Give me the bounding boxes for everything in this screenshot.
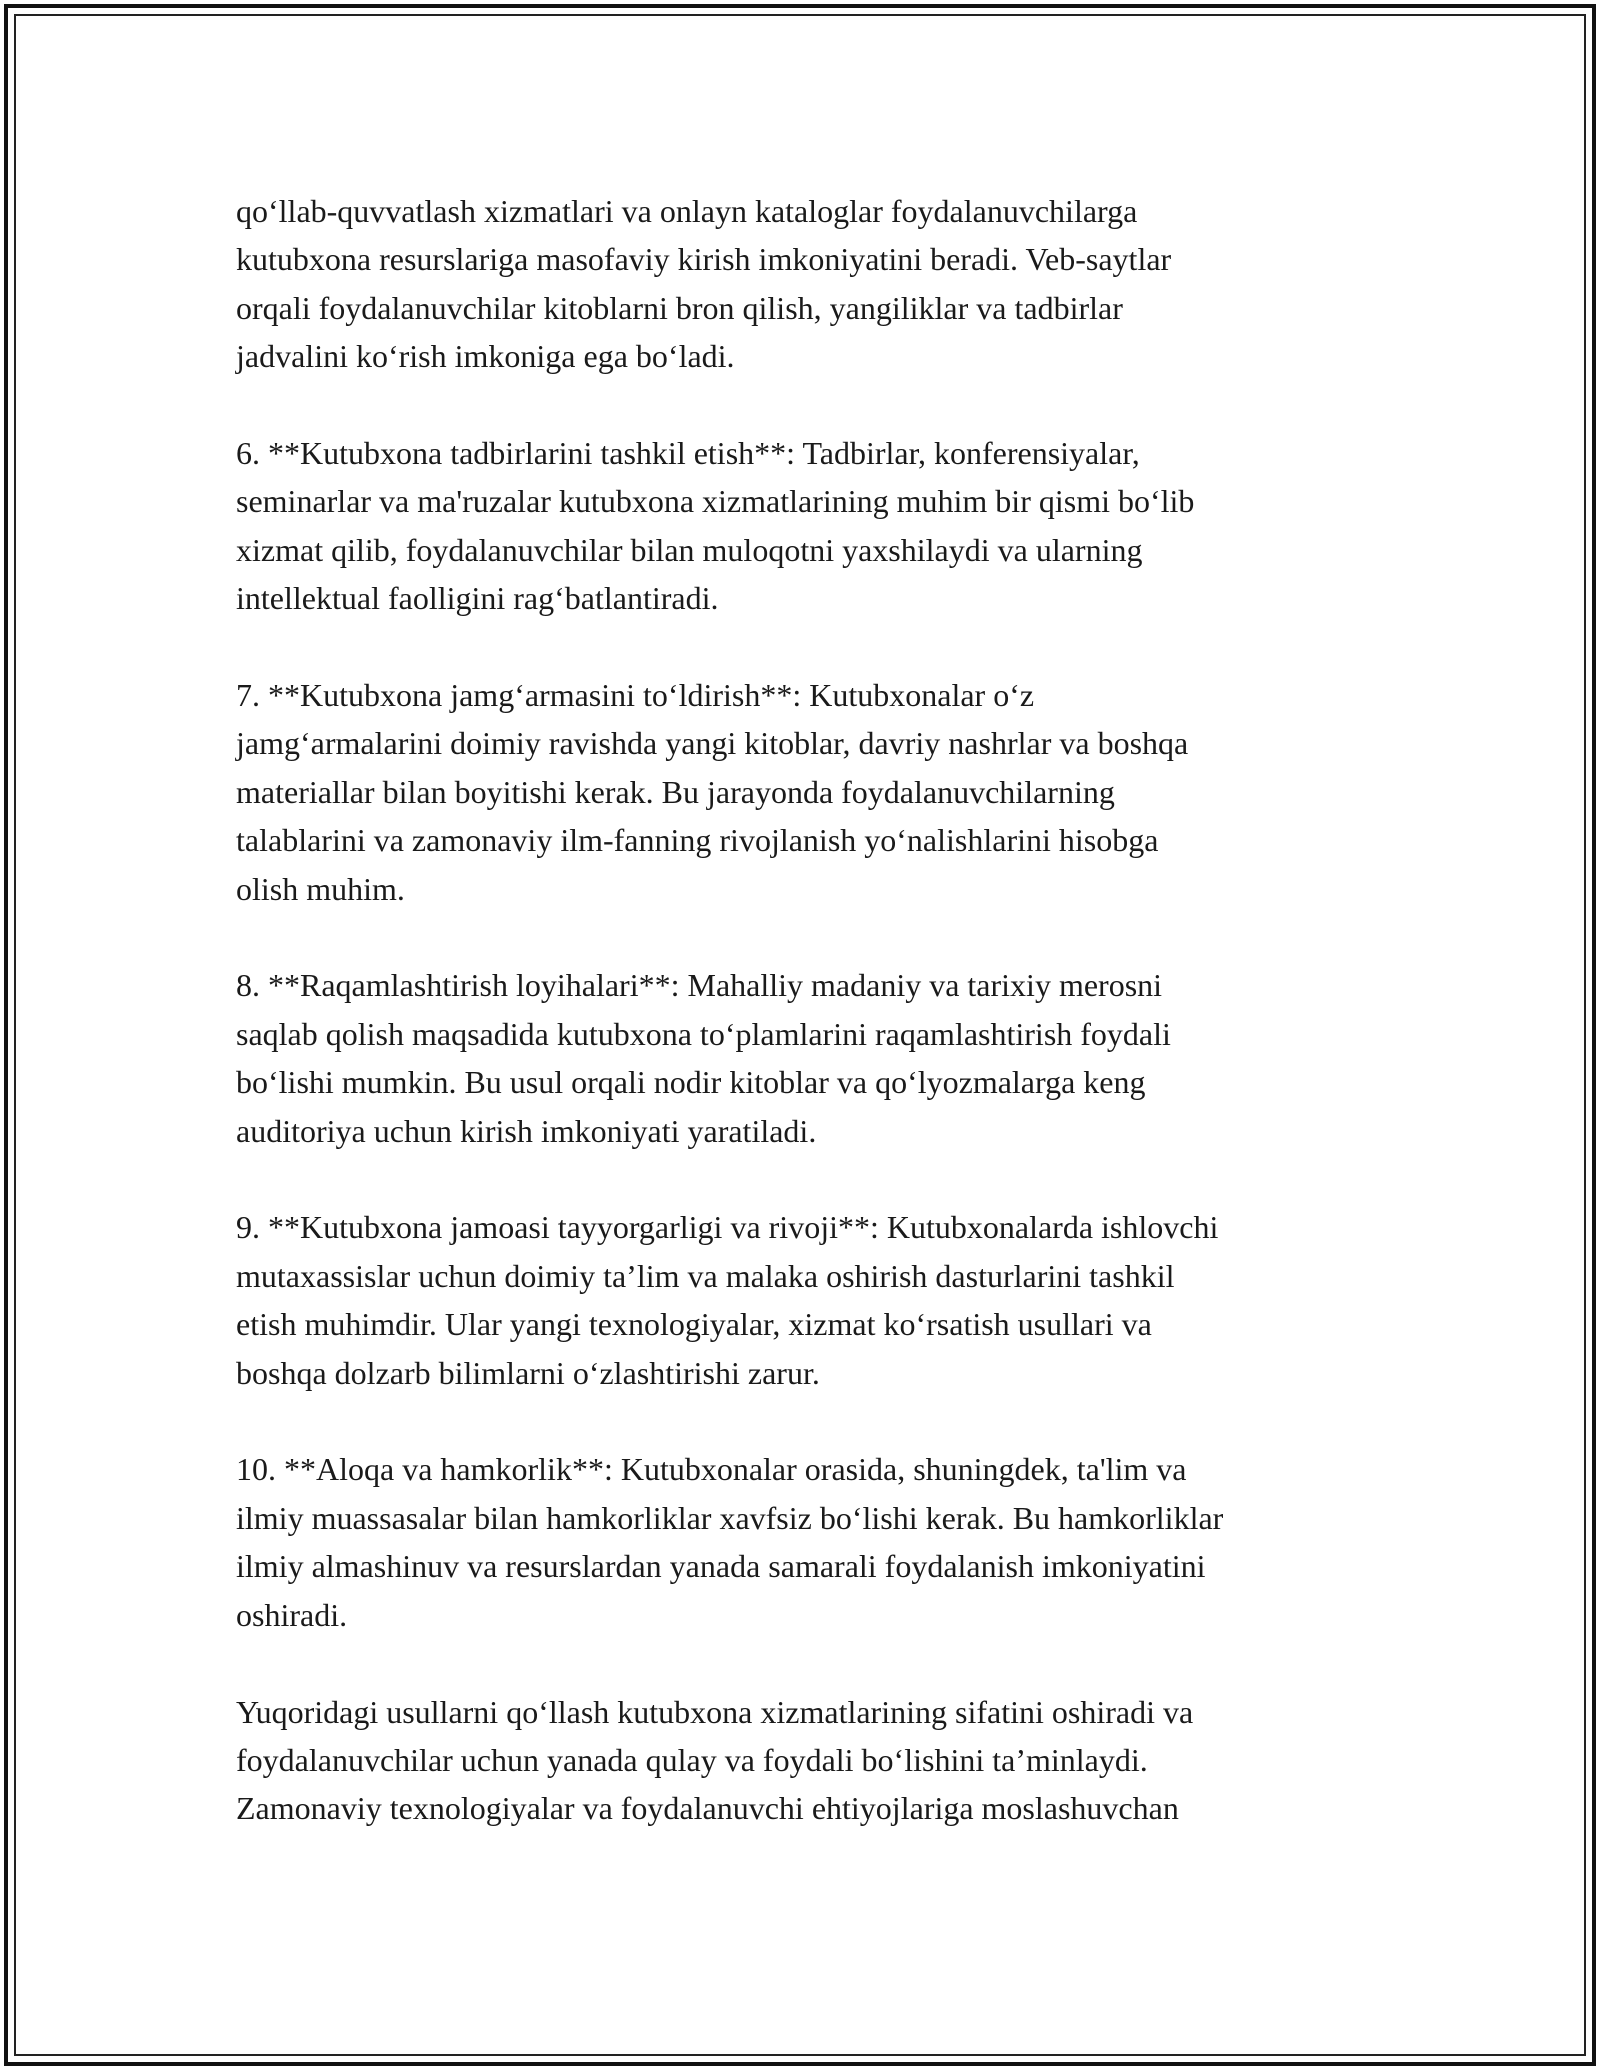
text-line: intellektual faolligini rag‘batlantiradi.: [236, 580, 719, 617]
text-line: olish muhim.: [236, 870, 405, 907]
text-line: ilmiy almashinuv va resurslardan yanada samarali foydalanish imkoniyatini: [236, 1548, 1206, 1585]
text-line: mutaxassislar uchun doimiy ta’lim va malaka oshirish dasturlarini tashkil: [236, 1257, 1175, 1294]
text-line: 9. **Kutubxona jamoasi tayyorgarligi va rivoji**: Kutubxonalarda ishlovchi: [236, 1209, 1219, 1246]
text-line: ilmiy muassasalar bilan hamkorliklar xavfsiz bo‘lishi kerak. Bu hamkorliklar: [236, 1499, 1224, 1536]
text-line: xizmat qilib, foydalanuvchilar bilan muloqotni yaxshilaydi va ularning: [236, 531, 1143, 568]
text-line: kutubxona resurslariga masofaviy kirish imkoniyatini beradi. Veb-saytlar: [236, 241, 1172, 278]
paragraph-item-10: [236, 1445, 1386, 1639]
text-line: etish muhimdir. Ular yangi texnologiyalar, xizmat ko‘rsatish usullari va: [236, 1306, 1152, 1343]
text-line: 6. **Kutubxona tadbirlarini tashkil etish**: Tadbirlar, konferensiyalar,: [236, 435, 1140, 472]
paragraph-intro-continuation: [236, 187, 1386, 381]
text-line: bo‘lishi mumkin. Bu usul orqali nodir kitoblar va qo‘lyozmalarga keng: [236, 1064, 1146, 1101]
text-line: seminarlar va ma'ruzalar kutubxona xizmatlarining muhim bir qismi bo‘lib: [236, 483, 1195, 520]
text-line: talablarini va zamonaviy ilm-fanning rivojlanish yo‘nalishlarini hisobga: [236, 822, 1159, 859]
paragraph-item-6: [236, 429, 1386, 623]
paragraph-item-7: [236, 671, 1386, 913]
text-line: 10. **Aloqa va hamkorlik**: Kutubxonalar orasida, shuningdek, ta'lim va: [236, 1451, 1187, 1488]
text-line: 8. **Raqamlashtirish loyihalari**: Mahalliy madaniy va tarixiy merosni: [236, 967, 1163, 1004]
text-line: oshiradi.: [236, 1596, 348, 1633]
paragraph-item-8: [236, 961, 1386, 1155]
document-body: [236, 187, 1386, 1833]
paragraph-conclusion: [236, 1688, 1386, 1833]
text-line: foydalanuvchilar uchun yanada qulay va foydali bo‘lishini ta’minlaydi.: [236, 1741, 1148, 1778]
text-line: boshqa dolzarb bilimlarni o‘zlashtirishi zarur.: [236, 1354, 820, 1391]
text-line: materiallar bilan boyitishi kerak. Bu jarayonda foydalanuvchilarning: [236, 773, 1115, 810]
text-line: Yuqoridagi usullarni qo‘llash kutubxona xizmatlarining sifatini oshiradi va: [236, 1693, 1194, 1730]
text-line: Zamonaviy texnologiyalar va foydalanuvchi ehtiyojlariga moslashuvchan: [236, 1790, 1179, 1827]
text-line: qo‘llab-quvvatlash xizmatlari va onlayn kataloglar foydalanuvchilarga: [236, 193, 1138, 229]
text-line: jamg‘armalarini doimiy ravishda yangi kitoblar, davriy nashrlar va boshqa: [236, 725, 1189, 762]
text-line: 7. **Kutubxona jamg‘armasini to‘ldirish**: Kutubxonalar o‘z: [236, 677, 1035, 714]
text-line: jadvalini ko‘rish imkoniga ega bo‘ladi.: [236, 338, 735, 375]
text-line: auditoriya uchun kirish imkoniyati yaratiladi.: [236, 1112, 817, 1149]
text-line: saqlab qolish maqsadida kutubxona to‘plamlarini raqamlashtirish foydali: [236, 1015, 1171, 1052]
paragraph-item-9: [236, 1203, 1386, 1397]
text-line: orqali foydalanuvchilar kitoblarni bron qilish, yangiliklar va tadbirlar: [236, 289, 1123, 326]
